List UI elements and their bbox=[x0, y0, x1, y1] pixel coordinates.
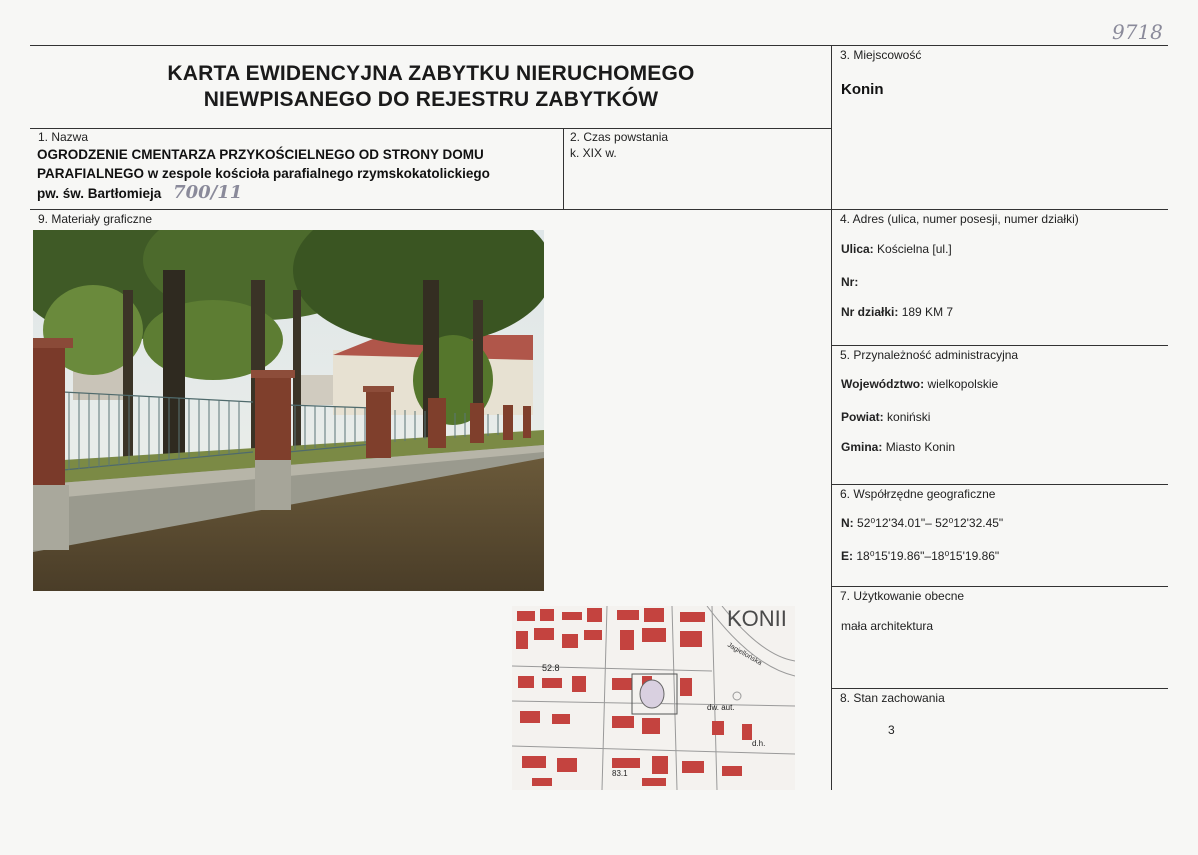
map-height-label: 52.8 bbox=[542, 663, 560, 673]
fence-photo bbox=[33, 230, 544, 591]
map-street-label: Jagiellońska bbox=[726, 641, 763, 667]
admin-label: 5. Przynależność administracyjna bbox=[840, 348, 1019, 362]
street-row bbox=[841, 242, 952, 256]
voivodeship-value: wielkopolskie bbox=[927, 377, 999, 391]
number-label: Nr: bbox=[841, 275, 859, 289]
right-column-divider bbox=[831, 45, 832, 790]
usage-value: mała architektura bbox=[841, 619, 934, 633]
locality-value: Konin bbox=[841, 81, 884, 98]
condition-value: 3 bbox=[888, 723, 895, 737]
plot-value: 189 KM 7 bbox=[901, 305, 954, 319]
archive-number: 9718 bbox=[1112, 20, 1163, 44]
sec6-top-border bbox=[832, 484, 1168, 485]
north-label: N: bbox=[841, 516, 854, 530]
east-label: E: bbox=[841, 549, 853, 563]
commune-value: Miasto Konin bbox=[885, 440, 956, 454]
street-value: Kościelna [ul.] bbox=[877, 242, 952, 256]
title-bottom-border bbox=[30, 128, 832, 129]
commune-label: Gmina: bbox=[841, 440, 883, 454]
locality-label: 3. Miejscowość bbox=[840, 48, 922, 62]
top-border bbox=[30, 45, 1168, 46]
county-label: Powiat: bbox=[841, 410, 884, 424]
handwritten-ref: 700/11 bbox=[173, 182, 243, 203]
graphics-label: 9. Materiały graficzne bbox=[38, 212, 153, 226]
sec5-top-border bbox=[832, 345, 1168, 346]
north-value: 52⁰12'34.01"– 52⁰12'32.45" bbox=[857, 516, 1004, 530]
commune-row bbox=[841, 440, 955, 454]
card-title-line1: KARTA EWIDENCYJNA ZABYTKU NIERUCHOMEGO bbox=[167, 62, 695, 85]
sec7-top-border bbox=[832, 586, 1168, 587]
name-label: 1. Nazwa bbox=[38, 130, 89, 144]
east-value: 18⁰15'19.86"–18⁰15'19.86" bbox=[856, 549, 1000, 563]
name-line3 bbox=[37, 183, 562, 203]
county-value: koniński bbox=[887, 410, 931, 424]
street-label: Ulica: bbox=[841, 242, 874, 256]
time-label: 2. Czas powstania bbox=[570, 130, 669, 144]
number-row bbox=[841, 275, 858, 289]
plot-label: Nr działki: bbox=[841, 305, 899, 319]
card-title-line2: NIEWPISANEGO DO REJESTRU ZABYTKÓW bbox=[203, 88, 659, 111]
county-row bbox=[841, 410, 930, 424]
name-line2 bbox=[37, 164, 562, 183]
name-time-divider bbox=[563, 128, 564, 209]
name-line2-bold: PARAFIALNEGO bbox=[37, 166, 144, 181]
time-value: k. XIX w. bbox=[570, 146, 617, 160]
usage-label: 7. Użytkowanie obecne bbox=[840, 589, 965, 603]
map-height-label-2: 83.1 bbox=[612, 769, 628, 778]
plot-row bbox=[841, 305, 953, 319]
card-title bbox=[30, 61, 832, 113]
map-bus-label: dw. aut. bbox=[707, 703, 735, 712]
name-value bbox=[37, 145, 562, 203]
name-line1: OGRODZENIE CMENTARZA PRZYKOŚCIELNEGO OD STRONY DOMU bbox=[37, 147, 484, 162]
name-bottom-border bbox=[30, 209, 1168, 210]
condition-label: 8. Stan zachowania bbox=[840, 691, 945, 705]
map-city-label: KONII bbox=[727, 606, 787, 631]
coords-label: 6. Współrzędne geograficzne bbox=[840, 487, 996, 501]
map-dh-label: d.h. bbox=[752, 739, 766, 748]
voivodeship-label: Województwo: bbox=[841, 377, 925, 391]
name-line2-rest: w zespole kościoła parafialnego rzymskokatolickiego bbox=[144, 166, 490, 181]
east-row bbox=[841, 549, 999, 563]
north-row bbox=[841, 516, 1003, 530]
sec8-top-border bbox=[832, 688, 1168, 689]
voivodeship-row bbox=[841, 377, 998, 391]
location-map bbox=[512, 606, 795, 790]
name-line3-text: pw. św. Bartłomieja bbox=[37, 186, 162, 201]
address-label: 4. Adres (ulica, numer posesji, numer działki) bbox=[840, 212, 1079, 226]
